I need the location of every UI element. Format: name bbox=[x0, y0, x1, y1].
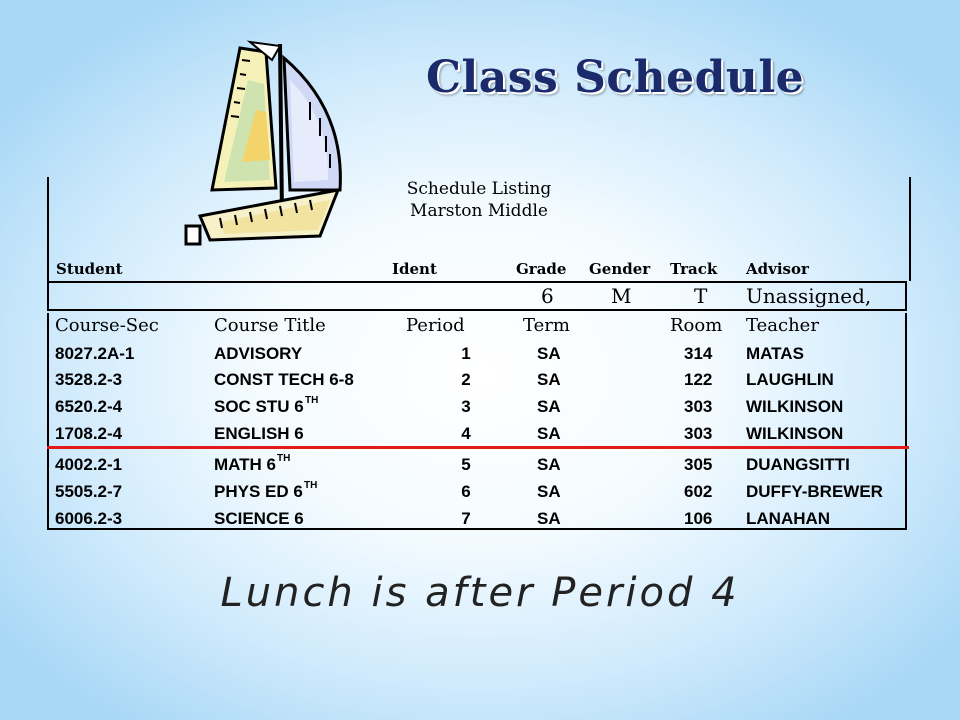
cell-course-sec: 1708.2-4 bbox=[55, 424, 123, 443]
table-row bbox=[0, 344, 960, 370]
table-row bbox=[0, 455, 960, 481]
cell-teacher: LAUGHLIN bbox=[746, 370, 834, 389]
cell-teacher: DUFFY-BREWER bbox=[746, 482, 883, 501]
cell-period: 6 bbox=[461, 482, 471, 501]
cell-room: 106 bbox=[684, 509, 713, 528]
cell-term: SA bbox=[537, 509, 561, 528]
cell-title: SOC STU 6 bbox=[214, 397, 304, 416]
cell-title: PHYS ED 6 bbox=[214, 482, 303, 501]
cell-course-sec: 4002.2-1 bbox=[55, 455, 123, 474]
col-period: Period bbox=[406, 315, 465, 336]
cell-title: ADVISORY bbox=[214, 344, 303, 363]
header-student: Student bbox=[56, 260, 123, 278]
cell-title: CONST TECH 6-8 bbox=[214, 370, 354, 389]
cell-title: MATH 6 bbox=[214, 455, 277, 474]
cell-title: ENGLISH 6 bbox=[214, 424, 304, 443]
col-term: Term bbox=[523, 315, 570, 336]
lunch-divider-line bbox=[47, 446, 909, 449]
table-row bbox=[0, 397, 960, 423]
cell-teacher: WILKINSON bbox=[746, 424, 844, 443]
cell-course-sec: 6006.2-3 bbox=[55, 509, 123, 528]
ordinal-suffix: TH bbox=[305, 395, 319, 406]
slide-title: Class Schedule bbox=[426, 52, 805, 103]
cell-room: 314 bbox=[684, 344, 713, 363]
student-advisor: Unassigned, bbox=[746, 284, 872, 308]
cell-course-sec: 3528.2-3 bbox=[55, 370, 123, 389]
cell-room: 303 bbox=[684, 397, 713, 416]
cell-room: 602 bbox=[684, 482, 713, 501]
report-heading-line2: Marston Middle bbox=[410, 201, 548, 221]
cell-term: SA bbox=[537, 482, 561, 501]
header-grade: Grade bbox=[516, 260, 567, 278]
cell-room: 305 bbox=[684, 455, 713, 474]
cell-period: 4 bbox=[461, 424, 471, 443]
cell-term: SA bbox=[537, 344, 561, 363]
cell-course-sec: 8027.2A-1 bbox=[55, 344, 135, 363]
cell-teacher: MATAS bbox=[746, 344, 804, 363]
header-advisor: Advisor bbox=[746, 260, 809, 278]
cell-room: 122 bbox=[684, 370, 713, 389]
cell-course-sec: 6520.2-4 bbox=[55, 397, 123, 416]
cell-course-sec: 5505.2-7 bbox=[55, 482, 123, 501]
cell-period: 5 bbox=[461, 455, 471, 474]
header-track: Track bbox=[670, 260, 718, 278]
cell-period: 3 bbox=[461, 397, 471, 416]
cell-teacher: DUANGSITTI bbox=[746, 455, 850, 474]
table-row bbox=[0, 370, 960, 396]
ordinal-suffix: TH bbox=[304, 480, 318, 491]
student-track: T bbox=[694, 284, 708, 308]
table-row bbox=[0, 482, 960, 508]
student-gender: M bbox=[611, 284, 632, 308]
cell-term: SA bbox=[537, 424, 561, 443]
lunch-note: Lunch is after Period 4 bbox=[220, 570, 740, 616]
col-course-title: Course Title bbox=[214, 315, 326, 336]
cell-period: 1 bbox=[461, 344, 471, 363]
cell-term: SA bbox=[537, 370, 561, 389]
cell-period: 2 bbox=[461, 370, 471, 389]
table-row bbox=[0, 509, 960, 535]
cell-title: SCIENCE 6 bbox=[214, 509, 304, 528]
ordinal-suffix: TH bbox=[277, 453, 291, 464]
cell-room: 303 bbox=[684, 424, 713, 443]
cell-term: SA bbox=[537, 455, 561, 474]
header-ident: Ident bbox=[392, 260, 437, 278]
student-grade: 6 bbox=[541, 284, 554, 308]
col-room: Room bbox=[670, 315, 723, 336]
col-course-sec: Course-Sec bbox=[55, 315, 159, 336]
cell-teacher: WILKINSON bbox=[746, 397, 844, 416]
cell-term: SA bbox=[537, 397, 561, 416]
cell-period: 7 bbox=[461, 509, 471, 528]
report-heading-line1: Schedule Listing bbox=[406, 179, 552, 199]
cell-teacher: LANAHAN bbox=[746, 509, 831, 528]
header-gender: Gender bbox=[589, 260, 651, 278]
col-teacher: Teacher bbox=[746, 315, 819, 336]
